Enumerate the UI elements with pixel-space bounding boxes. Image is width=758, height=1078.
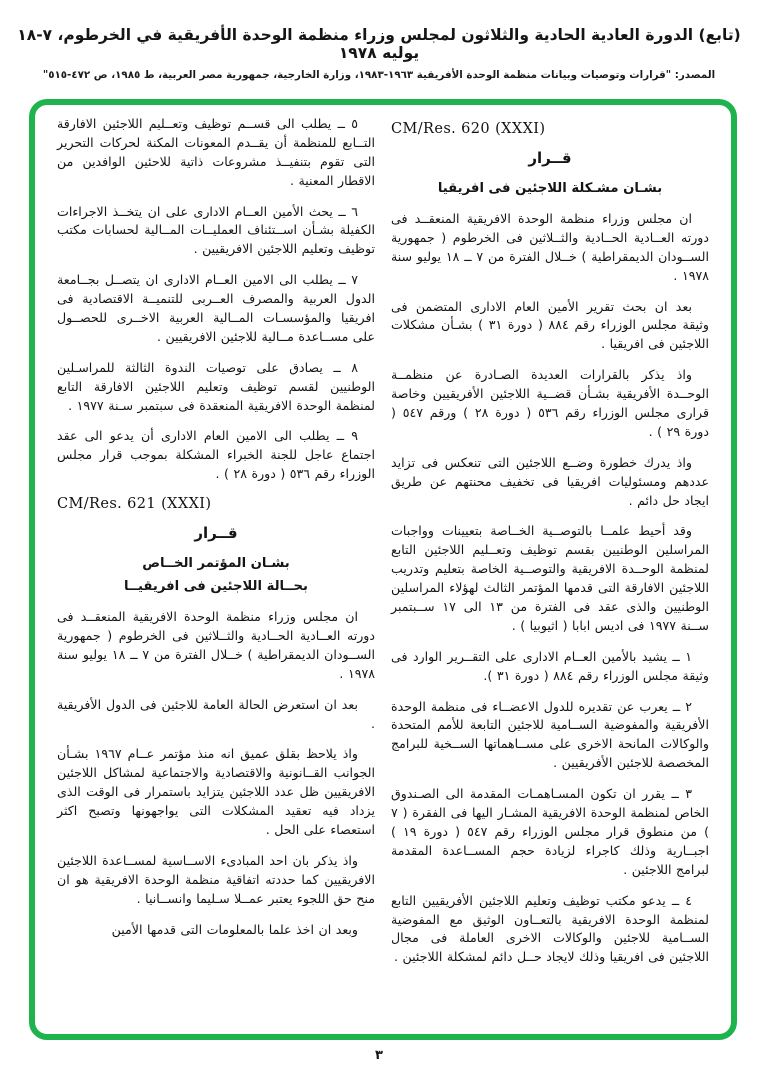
numbered-clause-3: ٣ ــ يقرر ان تكون المسـاهمـات المقدمة الى الصـندوق الخاص لمنظمة الوحدة الافريقية المشـار اليها فى الفقرة ( ٧ ) من منطوق قرار مجلس الوزراء رقم ٥٤٧ ( دورة ١٩ ) اجبــارية وذلك كاجراء لزيادة حجم المســاعدة المقدمة لبرامج اللاجئين . <box>391 786 710 877</box>
column-right <box>391 115 709 1034</box>
column-left <box>57 115 375 1034</box>
paragraph: واذ يذكر بالقرارات العديدة الصـادرة عن منظمــة الوحــدة الأفريقية بشـأن قضــية اللاجئين الأفريقيين وخاصة قرارى مجلس الوزراء رقم ٥٣٦ ( دورة ٢٨ ) ورقم ٥٤٧ ( دورة ٢٩ ) . <box>391 367 709 439</box>
resolution-620-ref: CM/Res. 620 (XXXI) <box>391 121 546 137</box>
paragraph: بعد ان بحث تقرير الأمين العام الادارى المتضمن فى وثيقة مجلس الوزراء رقم ٨٨٤ ( دورة ٣١ ) بشـأن مشكلات اللاجئين فى افريقيا . <box>391 298 709 352</box>
source-citation: المصدر: "قرارات وتوصيات وبيانات منظمة الوحدة الأفريقية ١٩٦٣-١٩٨٣، وزارة الخارجية، جمهورية مصر العربية، ط ١٩٨٥، ص ٤٧٢-٥١٥" <box>42 69 716 81</box>
resolution-621-subject-line1: بشـان المؤتمر الخــاص <box>142 556 290 572</box>
paragraph: واذ يدرك خطورة وضــع اللاجئين التى تنعكس فى تزايد عددهم ومسئوليات افريقيا فى تخفيف محنتهم عن طريق ايجاد حل دائم . <box>391 454 709 508</box>
paragraph: وقد أحيط علمــا بالتوصــية الخــاصة بتعيينات وواجبات المراسلين الوطنيين بقسم توظيف وتعــليم اللاجئين التابع لمنظمة الوحــدة الافريقية والتوصــية الخاصة بتعليم وتدريب اللاجئين الافارقة التى قدمها المؤتمر الثالث لهؤلاء المراسلين الوطنيين والذى عقد فى الفترة من ١٣ الى ١٧ ســبتمبر ســنة ١٩٧٧ فى اديس ابابا ( اثيوبيا ) . <box>391 523 709 633</box>
paragraph: ان مجلس وزراء منظمة الوحدة الافريقية المنعقــد فى دورته العــادية الحــادية والثــلاثين فى الخرطوم ( جمهورية الســودان الديمقراطية ) خــلال الفترة من ٧ ــ ١٨ يوليو سنة ١٩٧٨ . <box>57 609 375 681</box>
two-column-layout <box>35 105 731 1034</box>
resolution-621-subject-line2: بحــالة اللاجئين فى افريقيــا <box>124 579 308 595</box>
numbered-clause-9: ٩ ــ يطلب الى الامين العام الادارى أن يدعو الى عقد اجتماع عاجل للجنة الخبراء المشكلة بموجب قرار مجلس الوزراء رقم ٥٣٦ ( دورة ٢٨ ) . <box>57 428 375 482</box>
numbered-clause-8: ٨ ــ يصادق على توصيات الندوة الثالثة للمراسـلين الوطنيين لقسم توظيف وتعليم اللاجئين الافارقة التابع لمنظمة الوحدة الافريقية المنعقدة فى سبتمبر سـنة ١٩٧٧ . <box>57 359 375 413</box>
session-title: (تابع) الدورة العادية الحادية والثلاثون لمجلس وزراء منظمة الوحدة الأفريقية في الخرطوم، ٧-١٨ يوليه ١٩٧٨ <box>17 26 741 62</box>
paragraph: واذ يذكر بان احد المبادىء الاســاسية لمســاعدة اللاجئين الافريقيين كما حددته اتفاقية منظمة الوحدة الافريقية هو ان منح حق اللجوء يعتبر عمــلا سـليما وانســانيا . <box>57 852 375 906</box>
numbered-clause-2: ٢ ــ يعرب عن تقديره للدول الاعضــاء فى منظمة الوحدة الأفريقية والمفوضية الســامية للاجئين التابعة للأمم المتحدة والوكالات المانحة الاخرى على مســاهماتها الســخية للبرامج المخصصة للاجئين الأفريقيين . <box>391 698 709 771</box>
resolution-621-title: قــرار <box>194 524 238 543</box>
numbered-clause-5: ٥ ــ يطلب الى قســم توظيف وتعــليم اللاجئين الافارقة التــابع للمنظمة أن يقــدم المعونات المكنة لحركات التحرير التى تقوم بتنفيــذ مشروعات ذاتية للاحئين الوافدين من الاقطار المعنية . <box>57 116 375 188</box>
green-document-frame <box>29 99 737 1040</box>
numbered-clause-6: ٦ ــ يحث الأمين العــام الادارى على ان يتخــذ الاجراءات الكفيلة بشـأن اســتئناف العمليــات المــالية لحسابات مكتب توظيف وتعليم اللاجئين الافريقيين . <box>57 203 375 257</box>
numbered-clause-1: ١ ــ يشيد بالأمين العــام الادارى على التقــرير الوارد فى وثيقة مجلس الوزراء رقم ٨٨٤ ( دورة ٣١ ). <box>391 648 709 683</box>
page-header <box>0 0 758 81</box>
resolution-620-subject: بشـان مشـكلة اللاجئين فى افريقيا <box>437 181 663 196</box>
paragraph: وبعد ان اخذ علما بالمعلومات التى قدمها الأمين <box>111 921 358 937</box>
numbered-clause-7: ٧ ــ يطلب الى الامين العــام الادارى ان يتصــل بجــامعة الدول العربية والمصرف العــربى للتنميــة الاقتصادية فى افريقيا والمؤسسـات المــالية العربية الاخــرى للحصــول على مســاعدة مــالية للاجئين الافريقيين . <box>57 272 375 344</box>
page-number: ٣ <box>375 1048 383 1063</box>
paragraph: واذ يلاحظ بقلق عميق انه منذ مؤتمر عــام ١٩٦٧ بشـأن الجوانب القــانونية والاقتصادية والاجتماعية لمشاكل اللاجئين الافريقيين ظل عدد اللاجئين يتزايد باستمرار فى الوقت الذى يزداد فيه تعقيد المشكلات التى يواجهونها وتصبح اكثر استعصاء على الحل . <box>57 746 375 838</box>
paragraph: ان مجلس وزراء منظمة الوحدة الافريقية المنعقــد فى دورته العــادية الحــادية والثــلاثين فى الخرطوم ( جمهورية الســودان الديمقراطية ) خــلال الفترة من ٧ ــ ١٨ يوليو سنة ١٩٧٨ . <box>391 211 709 283</box>
paragraph: بعد ان استعرض الحالة العامة للاجئين فى الدول الأفريقية . <box>57 696 375 731</box>
resolution-621-ref: CM/Res. 621 (XXXI) <box>57 496 212 513</box>
numbered-clause-4: ٤ ــ يدعو مكتب توظيف وتعليم اللاجئين الأفريقيين التابع لمنظمة الوحدة الافريقية بالتعــاون الوثيق مع المفوضية الســامية للاجئين والوكالات الاخرى العاملة فى مجال اللاجئين فى افريقيا وذلك لايجاد حــل دائم لمشكلة اللاجئين . <box>391 892 709 965</box>
resolution-620-title: قــرار <box>528 149 572 167</box>
